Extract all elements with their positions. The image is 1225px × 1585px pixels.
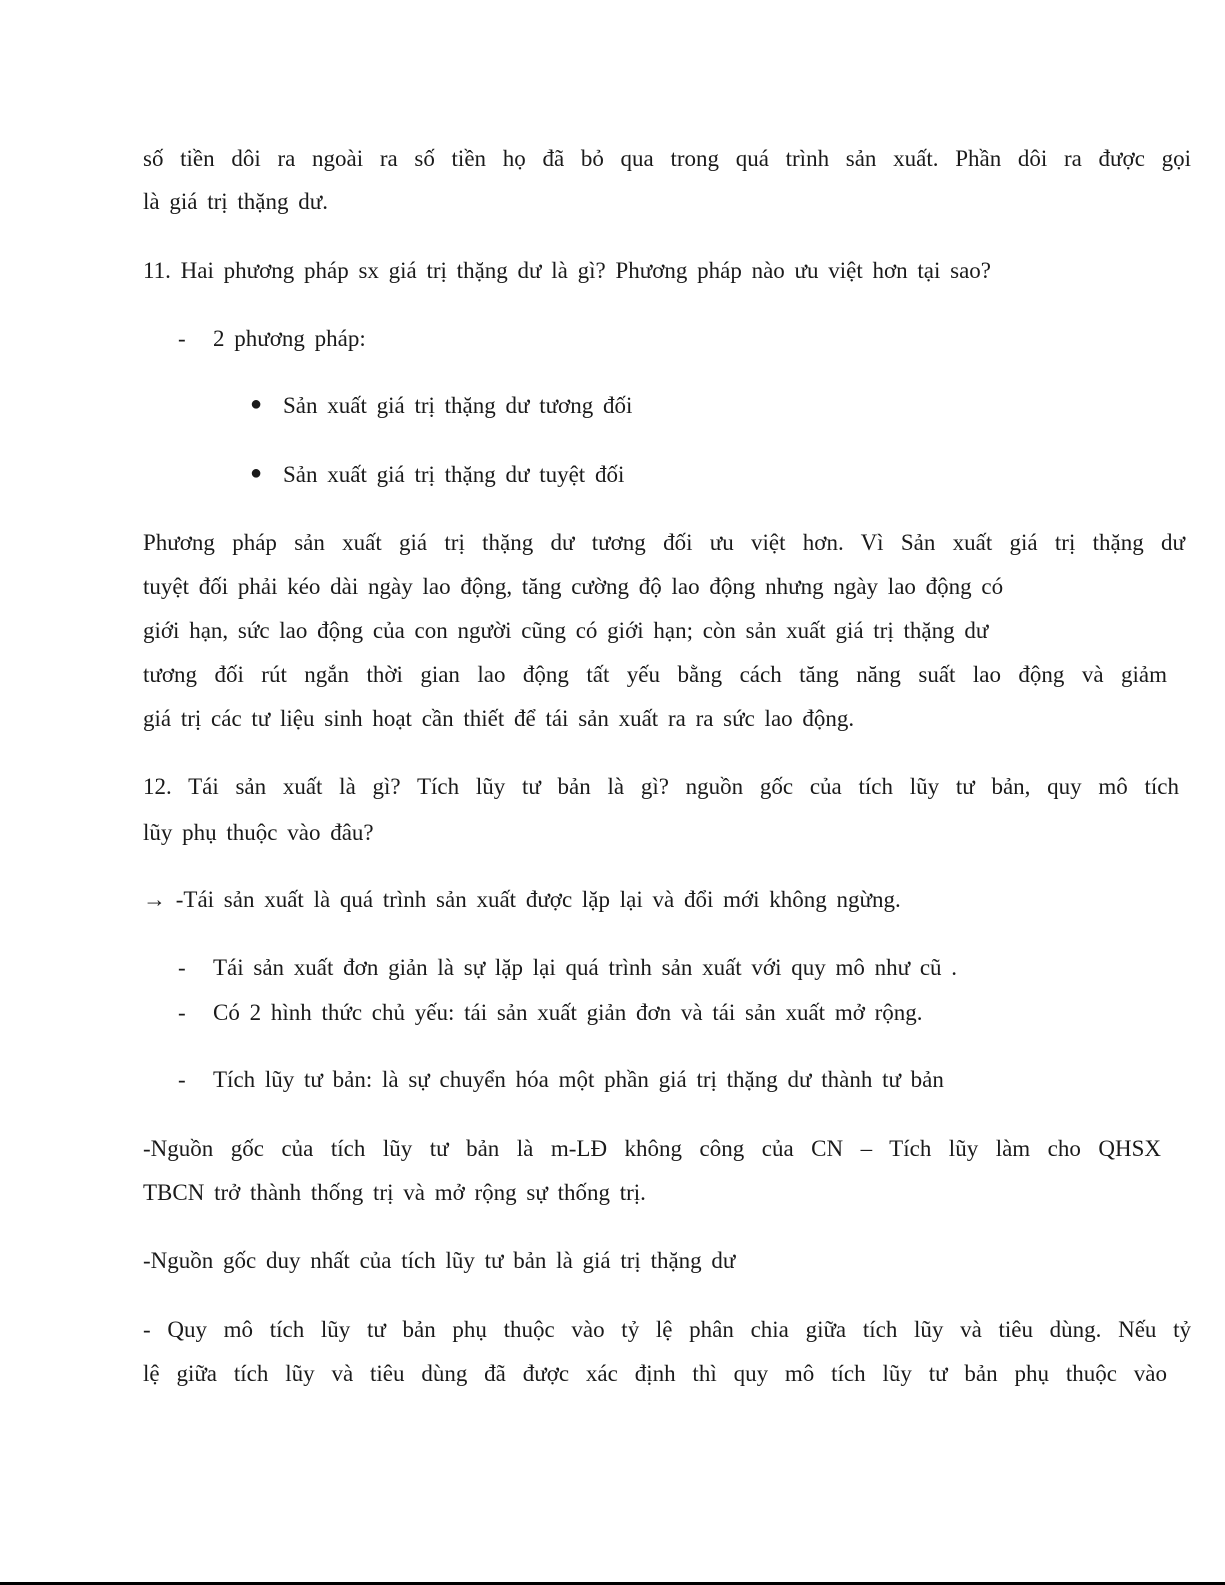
dash-marker: -	[178, 326, 186, 351]
q12-origin-line-1: -Nguồn gốc của tích lũy tư bản là m-LĐ không công của CN – Tích lũy làm cho QHSX	[143, 1136, 1161, 1161]
dash-item-text: Tích lũy tư bản: là sự chuyển hóa một phần giá trị thặng dư thành tư bản	[213, 1067, 944, 1092]
q11-answer-line-2: tuyệt đối phải kéo dài ngày lao động, tăng cường độ lao động nhưng ngày lao động có	[143, 574, 1004, 599]
q12-origin-line-2: TBCN trở thành thống trị và mở rộng sự thống trị.	[143, 1180, 646, 1205]
q12-sole-origin: -Nguồn gốc duy nhất của tích lũy tư bản là giá trị thặng dư	[143, 1248, 736, 1273]
q11-method-1	[250, 394, 750, 420]
q11-answer-line-4: tương đối rút ngắn thời gian lao động tất yếu bằng cách tăng năng suất lao động và giảm	[143, 662, 1167, 687]
dash-marker: -	[178, 1000, 186, 1025]
dash-marker: -	[178, 1067, 186, 1092]
q11-answer-line-3: giới hạn, sức lao động của con người cũng có giới hạn; còn sản xuất giá trị thặng dư	[143, 618, 989, 643]
intro-line-1: số tiền dôi ra ngoài ra số tiền họ đã bỏ qua trong quá trình sản xuất. Phần dôi ra được gọi	[143, 146, 1191, 171]
q11-heading: 11. Hai phương pháp sx giá trị thặng dư là gì? Phương pháp nào ưu việt hơn tại sao?	[143, 258, 992, 283]
q12-heading-line-2: lũy phụ thuộc vào đâu?	[143, 820, 374, 845]
q11-answer-line-1: Phương pháp sản xuất giá trị thặng dư tương đối ưu việt hơn. Vì Sản xuất giá trị thặng dư	[143, 530, 1185, 555]
q12-dash-item-3	[178, 1068, 1128, 1094]
method-text: Sản xuất giá trị thặng dư tương đối	[283, 393, 633, 418]
q11-methods-label: 2 phương pháp:	[213, 326, 366, 351]
q11-method-2	[250, 463, 750, 489]
q11-answer-line-5: giá trị các tư liệu sinh hoạt cần thiết để tái sản xuất ra ra sức lao động.	[143, 706, 855, 731]
q12-heading-line-1: 12. Tái sản xuất là gì? Tích lũy tư bản là gì? nguồn gốc của tích lũy tư bản, quy mô tích	[143, 774, 1179, 799]
dash-marker: -	[178, 955, 186, 980]
bullet-icon: ●	[250, 462, 263, 484]
dash-item-text: Có 2 hình thức chủ yếu: tái sản xuất giản đơn và tái sản xuất mở rộng.	[213, 1000, 923, 1025]
q12-dash-item-2	[178, 1001, 1128, 1027]
intro-line-2: là giá trị thặng dư.	[143, 189, 328, 214]
method-text: Sản xuất giá trị thặng dư tuyệt đối	[283, 462, 625, 487]
bullet-icon: ●	[250, 393, 263, 415]
q12-scale-line-2: lệ giữa tích lũy và tiêu dùng đã được xác định thì quy mô tích lũy tư bản phụ thuộc vào	[143, 1361, 1167, 1386]
q12-scale-line-1: - Quy mô tích lũy tư bản phụ thuộc vào tỷ lệ phân chia giữa tích lũy và tiêu dùng. Nếu tỷ	[143, 1317, 1191, 1342]
q12-dash-item-1	[178, 956, 1128, 982]
dash-item-text: Tái sản xuất đơn giản là sự lặp lại quá trình sản xuất với quy mô như cũ .	[213, 955, 958, 980]
q11-methods-label-item	[178, 327, 578, 353]
q12-arrow-line: → -Tái sản xuất là quá trình sản xuất được lặp lại và đổi mới không ngừng.	[143, 887, 901, 912]
